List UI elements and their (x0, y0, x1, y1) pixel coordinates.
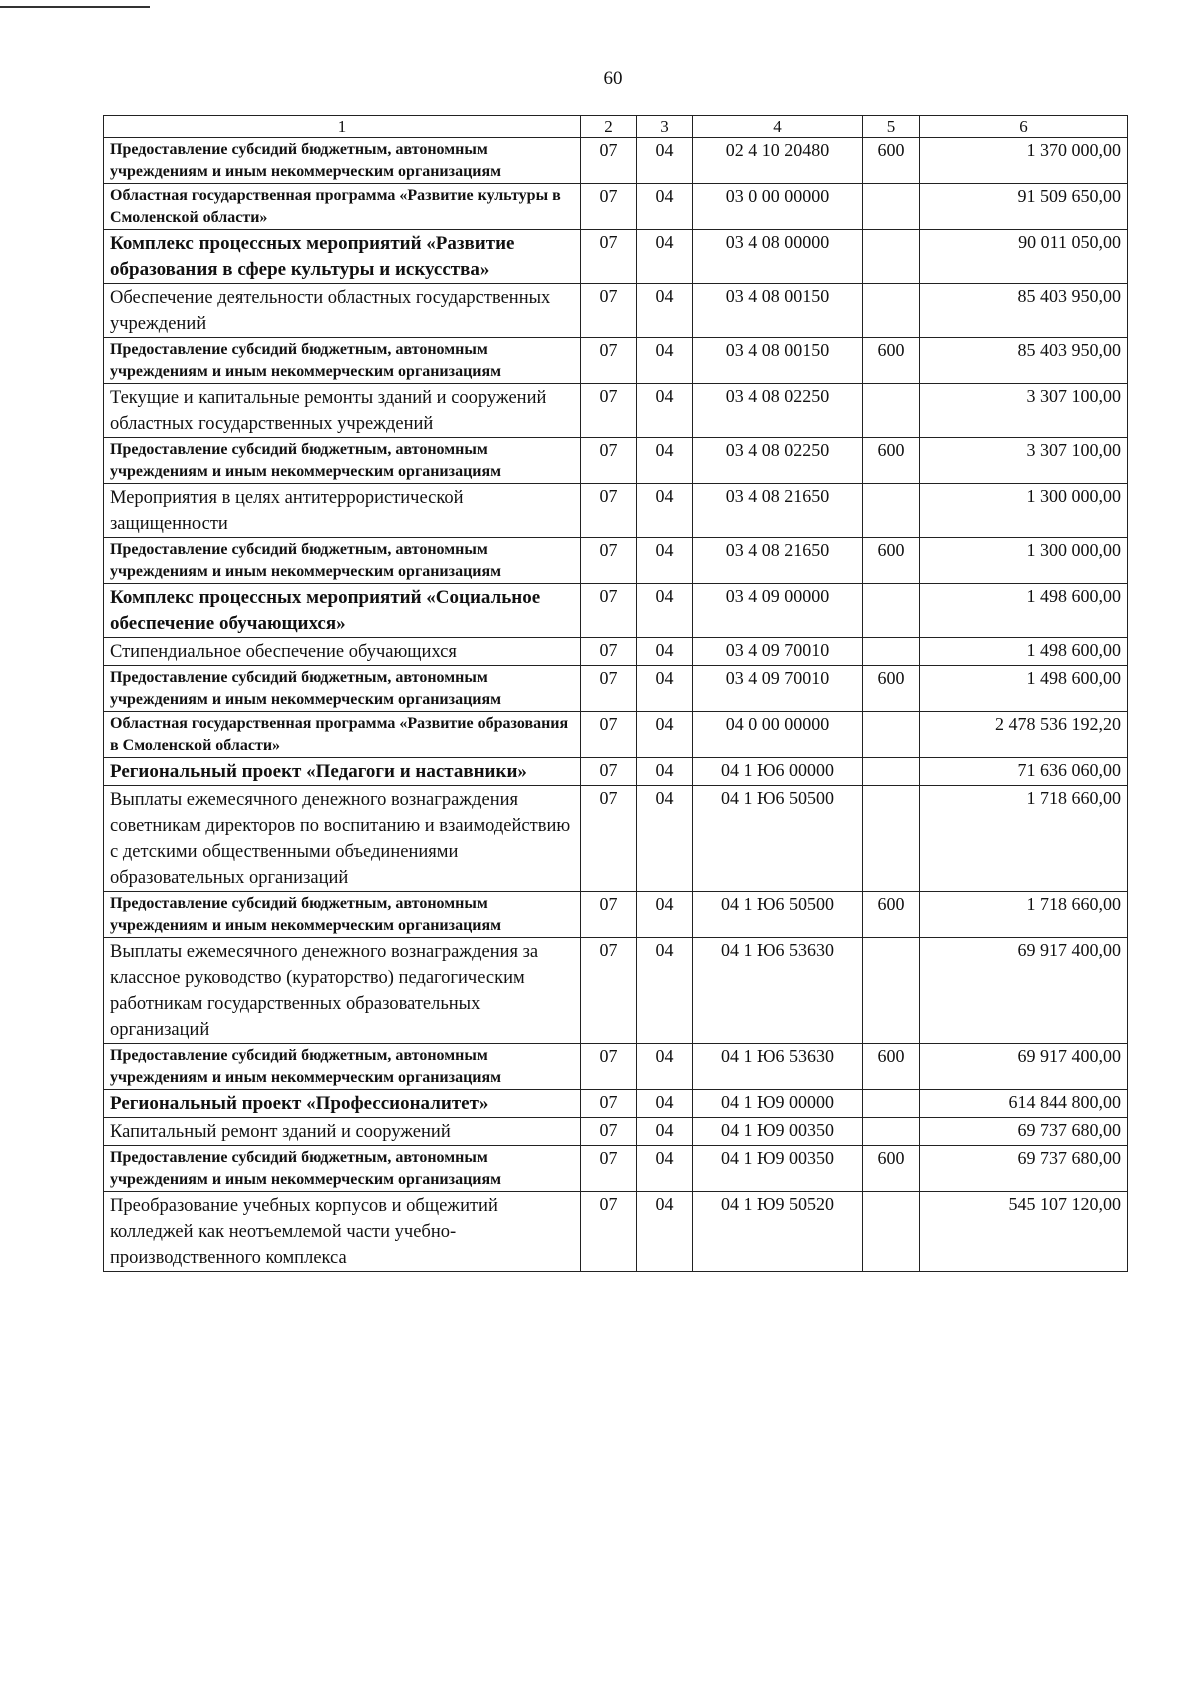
row-subsection-cell: 04 (637, 1192, 693, 1272)
row-section-cell: 07 (581, 230, 637, 284)
table-row (104, 1118, 1128, 1146)
table-row (104, 338, 1128, 384)
row-expense-type-cell: 600 (863, 438, 920, 484)
row-name-cell: Предоставление субсидий бюджетным, автономным учреждениям и иным некоммерческим организациям (104, 138, 581, 184)
row-name-cell: Мероприятия в целях антитеррористической защищенности (104, 484, 581, 538)
row-section-cell: 07 (581, 338, 637, 384)
table-row (104, 666, 1128, 712)
row-section-cell: 07 (581, 892, 637, 938)
table-row (104, 1044, 1128, 1090)
row-amount-cell: 69 737 680,00 (920, 1146, 1128, 1192)
row-section-cell: 07 (581, 1044, 637, 1090)
row-amount-cell: 3 307 100,00 (920, 438, 1128, 484)
row-name-cell: Предоставление субсидий бюджетным, автономным учреждениям и иным некоммерческим организациям (104, 338, 581, 384)
row-section-cell: 07 (581, 484, 637, 538)
row-amount-cell: 1 498 600,00 (920, 638, 1128, 666)
row-expense-type-cell: 600 (863, 538, 920, 584)
row-name-cell: Предоставление субсидий бюджетным, автономным учреждениям и иным некоммерческим организациям (104, 1044, 581, 1090)
row-name-cell: Обеспечение деятельности областных государственных учреждений (104, 284, 581, 338)
header-col-5: 5 (863, 116, 920, 138)
row-amount-cell: 71 636 060,00 (920, 758, 1128, 786)
row-amount-cell: 1 498 600,00 (920, 584, 1128, 638)
row-subsection-cell: 04 (637, 184, 693, 230)
row-expense-type-cell (863, 1090, 920, 1118)
row-amount-cell: 1 300 000,00 (920, 484, 1128, 538)
table-row (104, 938, 1128, 1044)
row-target-code-cell: 03 4 08 00150 (693, 284, 863, 338)
row-amount-cell: 1 370 000,00 (920, 138, 1128, 184)
row-name-cell: Капитальный ремонт зданий и сооружений (104, 1118, 581, 1146)
row-section-cell: 07 (581, 1146, 637, 1192)
row-amount-cell: 2 478 536 192,20 (920, 712, 1128, 758)
row-name-cell: Комплекс процессных мероприятий «Развитие образования в сфере культуры и искусства» (104, 230, 581, 284)
row-section-cell: 07 (581, 786, 637, 892)
row-amount-cell: 3 307 100,00 (920, 384, 1128, 438)
table-row (104, 384, 1128, 438)
row-target-code-cell: 03 4 08 21650 (693, 538, 863, 584)
row-amount-cell: 1 718 660,00 (920, 786, 1128, 892)
row-expense-type-cell: 600 (863, 892, 920, 938)
table-row (104, 892, 1128, 938)
row-section-cell: 07 (581, 538, 637, 584)
header-col-6: 6 (920, 116, 1128, 138)
row-subsection-cell: 04 (637, 666, 693, 712)
row-target-code-cell: 04 1 Ю6 50500 (693, 892, 863, 938)
table-row (104, 138, 1128, 184)
row-subsection-cell: 04 (637, 538, 693, 584)
row-section-cell: 07 (581, 138, 637, 184)
row-target-code-cell: 04 1 Ю9 00000 (693, 1090, 863, 1118)
row-amount-cell: 69 917 400,00 (920, 1044, 1128, 1090)
row-name-cell: Комплекс процессных мероприятий «Социальное обеспечение обучающихся» (104, 584, 581, 638)
row-amount-cell: 69 917 400,00 (920, 938, 1128, 1044)
table-row (104, 758, 1128, 786)
table-row (104, 230, 1128, 284)
row-amount-cell: 91 509 650,00 (920, 184, 1128, 230)
row-name-cell: Предоставление субсидий бюджетным, автономным учреждениям и иным некоммерческим организациям (104, 438, 581, 484)
header-col-3: 3 (637, 116, 693, 138)
row-amount-cell: 90 011 050,00 (920, 230, 1128, 284)
row-target-code-cell: 04 1 Ю9 00350 (693, 1146, 863, 1192)
scan-artifact-line (0, 6, 150, 8)
row-subsection-cell: 04 (637, 1090, 693, 1118)
row-target-code-cell: 03 4 09 70010 (693, 638, 863, 666)
table-row (104, 712, 1128, 758)
row-subsection-cell: 04 (637, 1118, 693, 1146)
row-target-code-cell: 02 4 10 20480 (693, 138, 863, 184)
table-row (104, 786, 1128, 892)
row-expense-type-cell (863, 1118, 920, 1146)
row-name-cell: Региональный проект «Профессионалитет» (104, 1090, 581, 1118)
row-target-code-cell: 03 4 09 70010 (693, 666, 863, 712)
row-amount-cell: 614 844 800,00 (920, 1090, 1128, 1118)
row-target-code-cell: 04 1 Ю6 00000 (693, 758, 863, 786)
row-amount-cell: 1 300 000,00 (920, 538, 1128, 584)
row-section-cell: 07 (581, 1192, 637, 1272)
table-row (104, 184, 1128, 230)
row-expense-type-cell (863, 230, 920, 284)
row-name-cell: Выплаты ежемесячного денежного вознаграждения за классное руководство (кураторство) педагогическим работникам государственных образовательных организаций (104, 938, 581, 1044)
row-expense-type-cell (863, 384, 920, 438)
row-target-code-cell: 03 4 08 00000 (693, 230, 863, 284)
row-name-cell: Предоставление субсидий бюджетным, автономным учреждениям и иным некоммерческим организациям (104, 892, 581, 938)
row-expense-type-cell (863, 184, 920, 230)
table-row (104, 438, 1128, 484)
table-row (104, 1090, 1128, 1118)
row-target-code-cell: 03 4 09 00000 (693, 584, 863, 638)
row-amount-cell: 85 403 950,00 (920, 338, 1128, 384)
row-name-cell: Выплаты ежемесячного денежного вознаграждения советникам директоров по воспитанию и взаимодействию с детскими общественными объединениями образовательных организаций (104, 786, 581, 892)
row-target-code-cell: 03 4 08 02250 (693, 438, 863, 484)
row-subsection-cell: 04 (637, 230, 693, 284)
row-subsection-cell: 04 (637, 786, 693, 892)
row-expense-type-cell (863, 786, 920, 892)
row-name-cell: Предоставление субсидий бюджетным, автономным учреждениям и иным некоммерческим организациям (104, 538, 581, 584)
row-amount-cell: 545 107 120,00 (920, 1192, 1128, 1272)
row-expense-type-cell: 600 (863, 138, 920, 184)
row-expense-type-cell (863, 1192, 920, 1272)
row-subsection-cell: 04 (637, 758, 693, 786)
row-subsection-cell: 04 (637, 438, 693, 484)
row-section-cell: 07 (581, 184, 637, 230)
budget-table (103, 115, 1128, 1272)
row-section-cell: 07 (581, 938, 637, 1044)
row-expense-type-cell (863, 938, 920, 1044)
row-name-cell: Областная государственная программа «Развитие культуры в Смоленской области» (104, 184, 581, 230)
row-subsection-cell: 04 (637, 892, 693, 938)
row-target-code-cell: 03 4 08 21650 (693, 484, 863, 538)
row-name-cell: Региональный проект «Педагоги и наставники» (104, 758, 581, 786)
table-row (104, 284, 1128, 338)
table-header-row (104, 116, 1128, 138)
row-target-code-cell: 04 1 Ю6 53630 (693, 938, 863, 1044)
row-amount-cell: 69 737 680,00 (920, 1118, 1128, 1146)
row-section-cell: 07 (581, 1090, 637, 1118)
row-target-code-cell: 04 1 Ю9 00350 (693, 1118, 863, 1146)
row-subsection-cell: 04 (637, 384, 693, 438)
row-section-cell: 07 (581, 758, 637, 786)
row-target-code-cell: 04 0 00 00000 (693, 712, 863, 758)
row-name-cell: Предоставление субсидий бюджетным, автономным учреждениям и иным некоммерческим организациям (104, 1146, 581, 1192)
row-expense-type-cell: 600 (863, 1146, 920, 1192)
row-subsection-cell: 04 (637, 1146, 693, 1192)
table-row (104, 638, 1128, 666)
table-row (104, 1146, 1128, 1192)
row-name-cell: Стипендиальное обеспечение обучающихся (104, 638, 581, 666)
row-target-code-cell: 03 4 08 00150 (693, 338, 863, 384)
row-target-code-cell: 04 1 Ю6 50500 (693, 786, 863, 892)
row-expense-type-cell (863, 712, 920, 758)
header-col-4: 4 (693, 116, 863, 138)
table-row (104, 1192, 1128, 1272)
row-expense-type-cell (863, 758, 920, 786)
row-section-cell: 07 (581, 384, 637, 438)
row-subsection-cell: 04 (637, 638, 693, 666)
row-expense-type-cell: 600 (863, 666, 920, 712)
row-target-code-cell: 04 1 Ю6 53630 (693, 1044, 863, 1090)
row-section-cell: 07 (581, 712, 637, 758)
row-name-cell: Текущие и капитальные ремонты зданий и сооружений областных государственных учреждений (104, 384, 581, 438)
row-name-cell: Областная государственная программа «Развитие образования в Смоленской области» (104, 712, 581, 758)
row-subsection-cell: 04 (637, 938, 693, 1044)
row-expense-type-cell (863, 584, 920, 638)
row-subsection-cell: 04 (637, 584, 693, 638)
row-expense-type-cell (863, 484, 920, 538)
row-name-cell: Преобразование учебных корпусов и общежитий колледжей как неотъемлемой части учебно-производственного комплекса (104, 1192, 581, 1272)
row-name-cell: Предоставление субсидий бюджетным, автономным учреждениям и иным некоммерческим организациям (104, 666, 581, 712)
row-expense-type-cell: 600 (863, 1044, 920, 1090)
header-col-2: 2 (581, 116, 637, 138)
row-section-cell: 07 (581, 284, 637, 338)
row-subsection-cell: 04 (637, 1044, 693, 1090)
row-target-code-cell: 03 0 00 00000 (693, 184, 863, 230)
row-subsection-cell: 04 (637, 484, 693, 538)
row-section-cell: 07 (581, 438, 637, 484)
row-amount-cell: 1 718 660,00 (920, 892, 1128, 938)
page-number: 60 (603, 68, 623, 89)
row-target-code-cell: 04 1 Ю9 50520 (693, 1192, 863, 1272)
header-col-1: 1 (104, 116, 581, 138)
table-row (104, 584, 1128, 638)
row-expense-type-cell (863, 638, 920, 666)
table-row (104, 484, 1128, 538)
row-subsection-cell: 04 (637, 712, 693, 758)
row-expense-type-cell: 600 (863, 338, 920, 384)
row-subsection-cell: 04 (637, 284, 693, 338)
row-expense-type-cell (863, 284, 920, 338)
table-row (104, 538, 1128, 584)
row-section-cell: 07 (581, 666, 637, 712)
row-target-code-cell: 03 4 08 02250 (693, 384, 863, 438)
row-amount-cell: 85 403 950,00 (920, 284, 1128, 338)
table-body (104, 116, 1128, 1272)
row-subsection-cell: 04 (637, 338, 693, 384)
row-section-cell: 07 (581, 584, 637, 638)
row-amount-cell: 1 498 600,00 (920, 666, 1128, 712)
row-subsection-cell: 04 (637, 138, 693, 184)
row-section-cell: 07 (581, 1118, 637, 1146)
row-section-cell: 07 (581, 638, 637, 666)
